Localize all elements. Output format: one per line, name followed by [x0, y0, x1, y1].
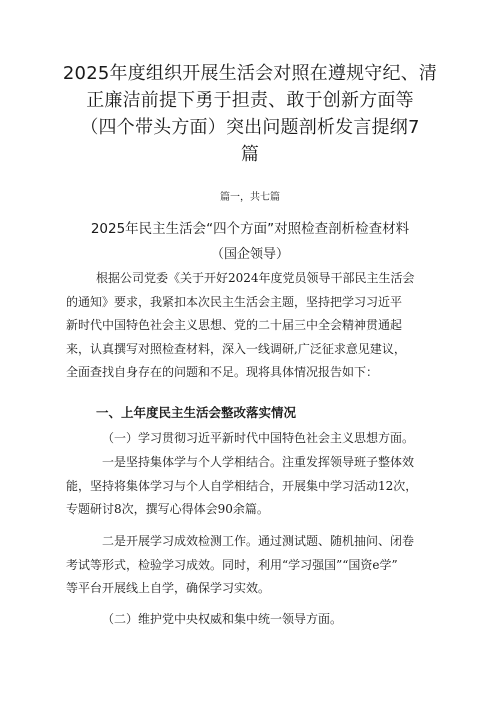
title-line: 正廉洁前提下勇于担责、敢于创新方面等 [86, 90, 414, 111]
text-line: 能，坚持将集体学习与个人自学相结合，开展集中学习活动12次， [66, 478, 418, 493]
title-line: 篇 [240, 144, 260, 165]
text-line: 专题研讨8次，撰写心得体会90余篇。 [66, 502, 269, 516]
title-line: （四个带头方面）突出问题剖析发言提纲7 [80, 117, 420, 138]
intro-paragraph [66, 267, 436, 385]
document-main-title [60, 60, 440, 168]
paragraph-one [66, 451, 436, 522]
paragraph-two [66, 530, 436, 601]
subsection-heading [66, 608, 436, 632]
text-line: 的通知》要求，我紧扣本次民主生活会主题，坚持把学习习近平 [66, 294, 403, 309]
section-label: 篇一，共七篇 [220, 192, 280, 203]
text-line: （二）维护党中央权威和集中统一领导方面。 [102, 612, 343, 626]
text-line: 来，认真撰写对照检查材料，深入一线调研,广泛征求意见建议， [66, 341, 406, 356]
title-line: 2025年度组织开展生活会对照在遵规守纪、清 [62, 63, 438, 84]
article-title: 2025年民主生活会“四个方面”对照检查剖析检查材料 [90, 221, 410, 237]
text-line: （一）学习贯彻习近平新时代中国特色社会主义思想方面。 [102, 431, 415, 445]
subsection-heading [66, 427, 436, 451]
section-heading: 一、上年度民主生活会整改落实情况 [96, 405, 297, 420]
text-line: 二是开展学习成效检测工作。通过测试题、随机抽问、闭卷 [102, 534, 415, 548]
text-line: 考试等形式，检验学习成效。同时，利用“学习强国”“国资e学” [66, 557, 398, 572]
text-line: 全面查找自身存在的问题和不足。现将具体情况报告如下： [66, 365, 379, 379]
text-line: 根据公司党委《关于开好2024年度党员领导干部民主生活会 [96, 271, 415, 285]
text-line: 等平台开展线上自学，确保学习实效。 [66, 581, 271, 595]
article-subtitle: （国企领导） [210, 247, 289, 262]
text-line: 新时代中国特色社会主义思想、党的二十届三中全会精神贯通起 [66, 318, 403, 332]
text-line: 一是坚持集体学与个人学相结合。注重发挥领导班子整体效 [102, 455, 415, 469]
